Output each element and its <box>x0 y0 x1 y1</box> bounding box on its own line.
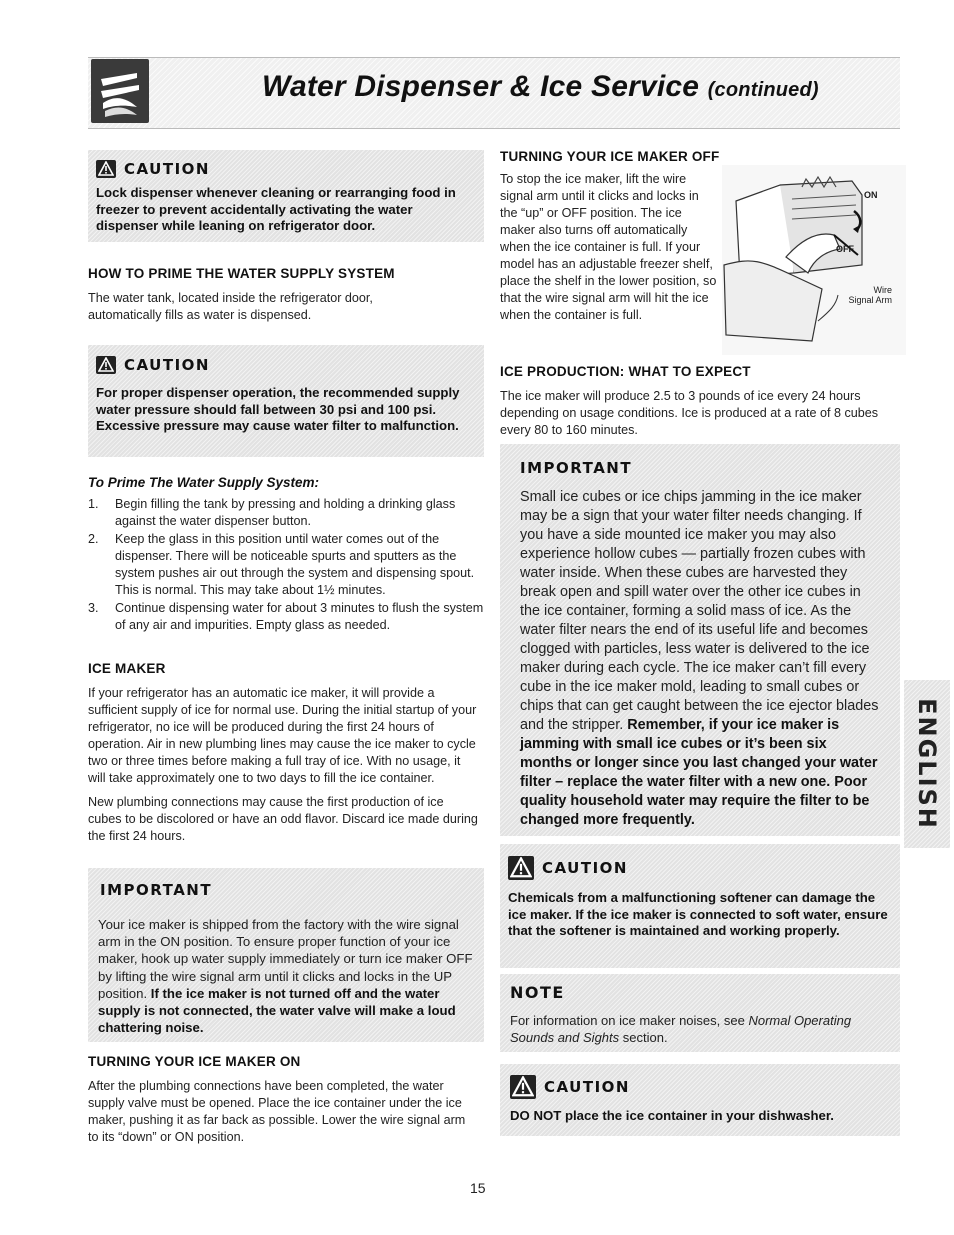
ice-maker-text <box>88 685 478 852</box>
warning-icon <box>96 160 116 178</box>
warning-icon <box>510 1075 536 1099</box>
prime-steps-list <box>88 496 484 635</box>
step-number: 2. <box>88 532 99 546</box>
important-text <box>98 916 474 1036</box>
ice-maker-paragraph-1: If your refrigerator has an automatic ice maker, it will provide a sufficient supply of ice for normal use. During the initial startup of your refrigerator, no ice will be produced during the first 24 hours of operation. Air in new plumbing lines may cause the ice maker to cycle two or three times before making a full tray of ice. With no usage, it will take approximately one to two days to fill the ice container. <box>88 686 477 785</box>
wire-label-line-2: Signal Arm <box>848 295 892 305</box>
turning-on-text: After the plumbing connections have been completed, the water supply valve must be opened. Place the ice container under the ice maker, pushing it as far back as possible. Lower the wire signal arm to its “down” or ON position. <box>88 1079 466 1144</box>
turning-off-title: TURNING YOUR ICE MAKER OFF <box>500 149 720 164</box>
ice-cubes-icon <box>91 59 149 123</box>
page-title-main: Water Dispenser & Ice Service <box>262 70 700 103</box>
ice-maker-paragraph-2: New plumbing connections may cause the first production of ice cubes to be discolored or have an odd flavor. Discard ice made during the first 24 hours. <box>88 795 478 843</box>
note-text-a: For information on ice maker noises, see <box>510 1013 745 1028</box>
on-label: ON <box>864 190 878 200</box>
important-header <box>520 456 882 480</box>
page-number: 15 <box>470 1180 486 1196</box>
note-label: NOTE <box>510 982 565 1002</box>
wire-label-line-1: Wire <box>873 285 892 295</box>
note-text-italic: Normal Operating Sounds and Sights <box>510 1013 852 1045</box>
caution-label: CAUTION <box>124 160 210 178</box>
caution-header <box>96 157 476 181</box>
list-item <box>88 531 484 599</box>
important-label: IMPORTANT <box>520 459 633 477</box>
ice-maker-title: ICE MAKER <box>88 661 166 676</box>
turning-off-text: To stop the ice maker, lift the wire signal arm until it clicks and locks in the “up” or OFF position. The ice maker also turns off automatically when the ice container is full. If your model has an adjustable freezer shelf, place the shelf in the lower position, so that the wire signal arm will hit the ice when the container is full. <box>500 172 717 322</box>
turning-on-title: TURNING YOUR ICE MAKER ON <box>88 1054 301 1069</box>
important-header <box>98 878 474 902</box>
production-title: ICE PRODUCTION: WHAT TO EXPECT <box>500 364 751 379</box>
caution-text: Chemicals from a malfunctioning softener can damage the ice maker. If the ice maker is connected to soft water, ensure that the softener is maintained and working properly. <box>508 890 888 938</box>
page-title-continued: (continued) <box>707 79 819 101</box>
prime-section-text: The water tank, located inside the refrigerator door, automatically fills as water is dispensed. <box>88 291 373 322</box>
list-item <box>88 600 484 634</box>
caution-label: CAUTION <box>542 859 628 877</box>
step-text: Begin filling the tank by pressing and holding a drinking glass against the water dispenser button. <box>115 497 456 528</box>
production-text: The ice maker will produce 2.5 to 3 pounds of ice every 24 hours depending on usage conditions. Ice is produced at a rate of 8 cubes every 80 to 160 minutes. <box>500 389 879 437</box>
note-text-b: section. <box>622 1030 668 1045</box>
step-text: Keep the glass in this position until water comes out of the dispenser. There will be noticeable spurts and sputters as the system pushes air out through the system and dispensing spout. This is normal. This may take about 1½ minutes. <box>115 532 475 597</box>
note-box <box>500 974 900 1052</box>
ice-maker-illustration <box>722 165 906 355</box>
wire-signal-arm-label <box>820 285 892 305</box>
important-box-shipping <box>88 868 484 1042</box>
caution-label: CAUTION <box>544 1078 630 1096</box>
language-tab-label: ENGLISH <box>913 698 941 830</box>
step-number: 1. <box>88 497 99 511</box>
caution-box-dishwasher <box>500 1064 900 1136</box>
warning-icon <box>508 856 534 880</box>
warning-icon <box>96 356 116 374</box>
prime-section-title: HOW TO PRIME THE WATER SUPPLY SYSTEM <box>88 266 395 281</box>
important-body: Your ice maker is shipped from the factory with the wire signal arm in the ON position. To ensure proper function of your ice maker, hook up water supply immediately or turn ice maker OFF by lifting the wire signal arm until it clicks and locks in the UP position. <box>98 917 473 1001</box>
important-box-small-cubes <box>500 444 900 836</box>
important-text <box>520 488 882 830</box>
important-label: IMPORTANT <box>100 881 213 899</box>
caution-box-softener <box>500 844 900 968</box>
language-tab-english <box>904 680 950 848</box>
page-title <box>262 70 819 104</box>
off-label: OFF <box>836 244 854 254</box>
caution-header <box>510 1074 890 1100</box>
step-number: 3. <box>88 601 99 615</box>
caution-header <box>96 353 476 377</box>
caution-text: Lock dispenser whenever cleaning or rearranging food in freezer to prevent accidentally activating the water dispenser while leaning on refrigerator door. <box>96 185 456 233</box>
important-body: Small ice cubes or ice chips jamming in the ice maker may be a sign that your water filter needs changing. If you have a side mounted ice maker you may also experience hollow cubes — partially frozen cubes with water inside. When these cubes are harvested they break open and spill water over the other ice cubes in the ice container, forming a solid mass of ice. As the water filter nears the end of its useful life and becomes clogged with particles, less water is delivered to the ice maker during each cycle. The ice maker can’t fill every cube in the ice maker mold, leading to small cubes or chips that can get caught between the ice ejector blades and the stripper. <box>520 489 879 733</box>
prime-steps-title: To Prime The Water Supply System: <box>88 475 320 490</box>
caution-box-lock-dispenser <box>88 150 484 242</box>
caution-header <box>508 854 892 882</box>
important-bold: If the ice maker is not turned off and the water supply is not connected, the water valve will make a loud chattering noise. <box>98 985 456 1036</box>
caution-text: For proper dispenser operation, the recommended supply water pressure should fall between 30 psi and 100 psi. Excessive pressure may cause water filter to malfunction. <box>96 385 460 433</box>
important-bold: Remember, if your ice maker is jamming with small ice cubes or it’s been six months or longer since you last changed your water filter – replace the water filter with a new one. Poor quality household water may require the filter to be changed more frequently. <box>520 717 878 828</box>
note-text <box>510 1012 890 1046</box>
caution-label: CAUTION <box>124 356 210 374</box>
note-header <box>510 980 890 1004</box>
caution-text: DO NOT place the ice container in your dishwasher. <box>510 1108 834 1123</box>
caution-box-water-pressure <box>88 345 484 457</box>
step-text: Continue dispensing water for about 3 minutes to flush the system of any air and impurities. Empty glass as needed. <box>115 601 484 632</box>
list-item <box>88 496 484 530</box>
